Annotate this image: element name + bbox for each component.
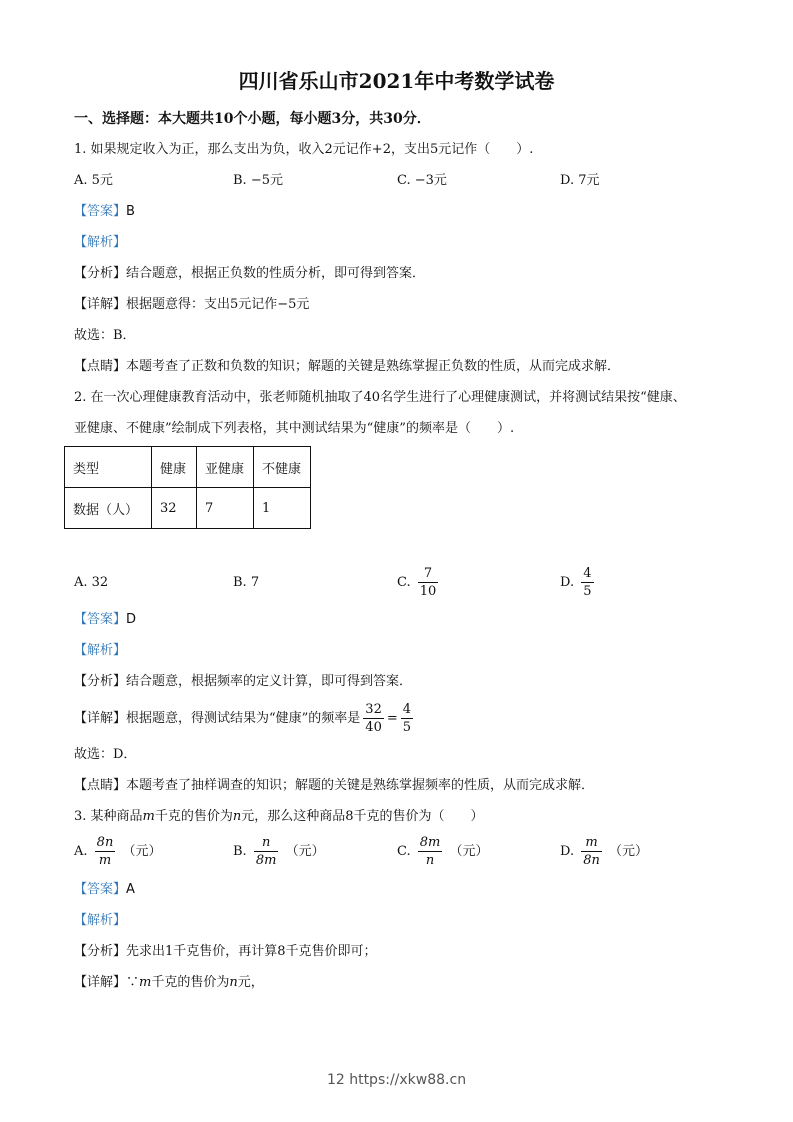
q2-answer (74, 611, 136, 629)
xiangjie-text: 千克的售价为 (151, 975, 230, 990)
table-cell: 7 (197, 488, 254, 529)
q2-stem-line2: 亚健康、不健康”绘制成下列表格，其中测试结果为“健康”的频率是（ ）. (74, 421, 515, 436)
variable-n: n (232, 809, 242, 824)
answer-tag: 【答案】 (74, 204, 127, 219)
page-title: 四川省乐山市2021年中考数学试卷 (238, 69, 555, 93)
q1-guxuan: 故选：B． (74, 328, 136, 343)
numerator: 4 (583, 566, 592, 581)
q1-analysis-tag: 【解析】 (74, 235, 127, 250)
table-row (65, 447, 311, 488)
table-cell: 数据（人） (65, 488, 152, 529)
fraction (95, 834, 116, 869)
denominator: 40 (365, 720, 382, 735)
option-label: C. (397, 844, 411, 859)
q1-stem: 1. 如果规定收入为正，那么支出为负，收入2元记作+2，支出5元记作（ ）. (74, 142, 534, 157)
q2-xiangjie (74, 701, 416, 737)
answer-value: A (126, 882, 135, 897)
variable-m: m (139, 975, 152, 990)
q1-dianjing: 【点睛】本题考查了正数和负数的知识；解题的关键是熟练掌握正负数的性质，从而完成求解． (74, 359, 621, 374)
q3-answer (74, 881, 135, 899)
q1-option-c: C. −3元 (397, 173, 447, 188)
table-cell: 32 (152, 488, 197, 529)
q3-xiangjie (74, 974, 264, 992)
q1-option-d: D. 7元 (560, 173, 600, 188)
q2-option-c (397, 565, 441, 600)
option-label: C. (397, 575, 411, 590)
q1-xiangjie: 【详解】根据题意得：支出5元记作−5元 (74, 297, 310, 312)
denominator: 5 (583, 584, 592, 599)
frequency-table (64, 446, 311, 529)
fraction (418, 834, 443, 869)
numerator: n (254, 834, 279, 852)
xiangjie-text: 【详解】根据题意，得测试结果为“健康”的频率是 (74, 711, 361, 726)
denominator: n (425, 853, 435, 868)
option-unit: （元） (122, 844, 162, 859)
q2-option-d (560, 565, 597, 600)
denominator: 10 (419, 584, 437, 599)
variable-m: m (142, 809, 155, 824)
q1-option-a: A. 5元 (74, 173, 113, 188)
stem-text: 元，那么这种商品8千克的售价为（ ） (241, 809, 484, 824)
q3-option-a (74, 834, 161, 869)
table-row (65, 488, 311, 529)
fraction (418, 565, 439, 600)
q1-answer (74, 203, 135, 221)
q3-option-c (397, 834, 489, 869)
option-label: D. (560, 844, 575, 859)
variable-n: n (229, 975, 238, 990)
denominator: m (98, 853, 112, 868)
q1-fenxi: 【分析】结合题意，根据正负数的性质分析，即可得到答案． (74, 266, 426, 281)
equals-sign: = (386, 711, 398, 726)
option-unit: （元） (449, 844, 489, 859)
q3-fenxi: 【分析】先求出1千克售价，再计算8千克售价即可； (74, 944, 377, 959)
numerator: 8m (419, 835, 441, 850)
table-cell: 健康 (152, 447, 197, 488)
q1-option-b: B. −5元 (233, 173, 283, 188)
stem-text: 千克的售价为 (154, 809, 233, 824)
xiangjie-text: 【详解】∵ (74, 975, 140, 990)
xiangjie-text: 元， (237, 975, 264, 990)
table-cell: 类型 (65, 447, 152, 488)
option-unit: （元） (609, 844, 649, 859)
denominator: 5 (402, 720, 412, 735)
fraction (363, 701, 384, 736)
fraction (581, 565, 593, 600)
table-cell: 不健康 (254, 447, 311, 488)
numerator: 8n (96, 835, 114, 850)
answer-tag: 【答案】 (74, 882, 127, 897)
q2-fenxi: 【分析】结合题意，根据频率的定义计算，即可得到答案． (74, 674, 413, 689)
q3-option-b (233, 834, 325, 869)
q2-dianjing: 【点睛】本题考查了抽样调查的知识；解题的关键是熟练掌握频率的性质，从而完成求解． (74, 778, 595, 793)
numerator: 32 (365, 702, 382, 717)
section-heading: 一、选择题：本大题共10个小题，每小题3分，共30分． (74, 111, 431, 127)
answer-value: B (126, 204, 135, 219)
option-unit: （元） (285, 844, 325, 859)
q2-analysis-tag: 【解析】 (74, 643, 127, 658)
fraction (254, 834, 279, 869)
q2-option-b: B. 7 (233, 575, 260, 590)
answer-tag: 【答案】 (74, 612, 127, 627)
table-cell: 1 (254, 488, 311, 529)
q2-stem-line1: 2. 在一次心理健康教育活动中，张老师随机抽取了40名学生进行了心理健康测试，并将测试结果按“健康、 (74, 390, 686, 405)
answer-value: D (126, 612, 137, 627)
option-label: D. (560, 575, 575, 590)
option-label: B. (233, 844, 247, 859)
numerator: m (581, 834, 602, 852)
option-label: A. (74, 844, 88, 859)
denominator: 8m (255, 853, 277, 868)
q3-option-d (560, 834, 648, 869)
numerator: 7 (418, 565, 439, 583)
stem-text: 3. 某种商品 (74, 809, 143, 824)
q2-option-a: A. 32 (74, 575, 109, 590)
fraction (401, 701, 413, 736)
q3-analysis-tag: 【解析】 (74, 913, 127, 928)
fraction (581, 834, 602, 869)
q3-stem (74, 808, 484, 826)
table-cell: 亚健康 (197, 447, 254, 488)
numerator: 4 (402, 702, 412, 717)
denominator: 8n (583, 853, 600, 868)
q2-guxuan: 故选：D． (74, 747, 137, 762)
page-footer: 12 https://xkw88.cn (326, 1072, 467, 1088)
